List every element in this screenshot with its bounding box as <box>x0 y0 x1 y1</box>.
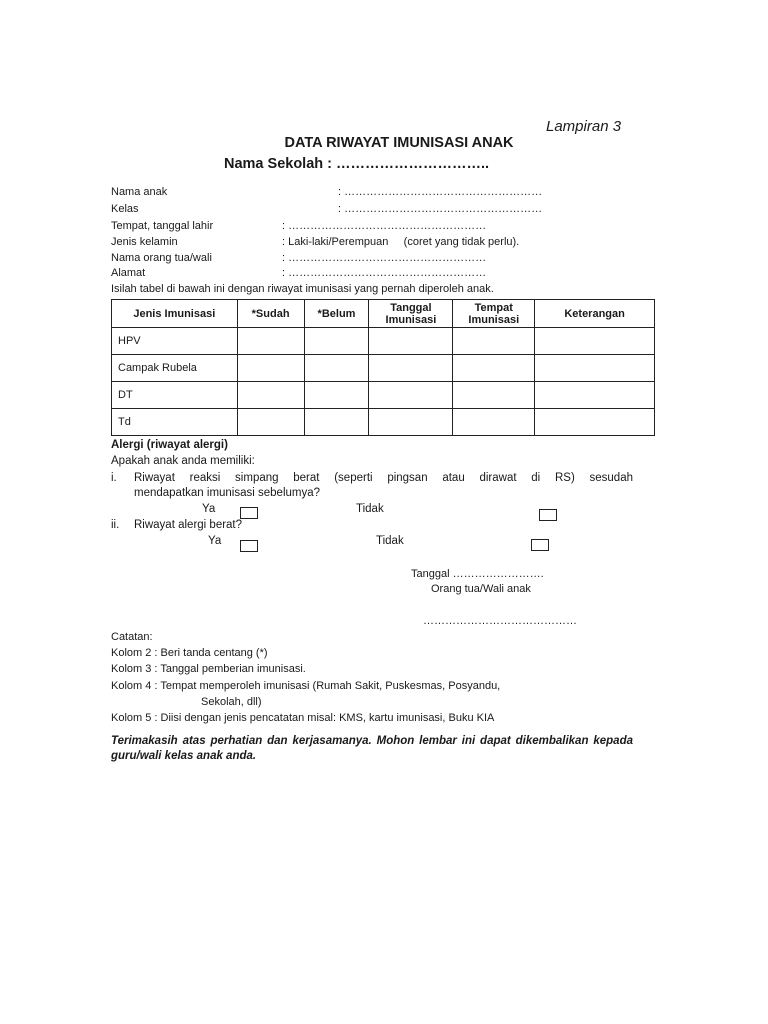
allergy-item-2-yes-checkbox[interactable] <box>240 540 258 552</box>
col-header-date: Tanggal Imunisasi <box>369 300 453 328</box>
allergy-question: Apakah anak anda memiliki: <box>111 455 255 467</box>
table-header-row <box>112 300 655 328</box>
field-address-value: : ……………………………………………… <box>282 267 487 279</box>
cell-done[interactable] <box>237 328 304 355</box>
allergy-item-1-number: i. <box>111 472 117 484</box>
field-birth-label: Tempat, tanggal lahir <box>111 220 214 232</box>
cell-done[interactable] <box>237 382 304 409</box>
note-line: Kolom 5 : Diisi dengan jenis pencatatan misal: KMS, kartu imunisasi, Buku KIA <box>111 712 495 724</box>
field-class-value: : ……………………………………………… <box>338 203 543 215</box>
allergy-item-1-yes-checkbox[interactable] <box>240 507 258 519</box>
field-child-name-label: Nama anak <box>111 186 168 198</box>
allergy-item-1-no-checkbox[interactable] <box>539 509 557 521</box>
allergy-item-2-number: ii. <box>111 519 120 531</box>
allergy-item-2-text: Riwayat alergi berat? <box>134 519 243 531</box>
cell-notes[interactable] <box>535 355 655 382</box>
cell-notyet[interactable] <box>304 382 369 409</box>
table-row <box>112 328 655 355</box>
cell-notyet[interactable] <box>304 409 369 436</box>
row-vaccine-name: DT <box>112 382 238 409</box>
field-parent-value: : ……………………………………………… <box>282 252 487 264</box>
cell-place[interactable] <box>453 382 535 409</box>
table-row <box>112 382 655 409</box>
field-gender-label: Jenis kelamin <box>111 236 178 248</box>
note-line: Kolom 3 : Tanggal pemberian imunisasi. <box>111 663 306 675</box>
note-line: Kolom 2 : Beri tanda centang (*) <box>111 647 268 659</box>
row-vaccine-name: HPV <box>112 328 238 355</box>
cell-place[interactable] <box>453 355 535 382</box>
allergy-item-1-text: Riwayat reaksi simpang berat (seperti pingsan atau dirawat di RS) sesudah <box>134 472 633 484</box>
allergy-heading: Alergi (riwayat alergi) <box>111 439 228 451</box>
field-class-label: Kelas <box>111 203 139 215</box>
cell-date[interactable] <box>369 328 453 355</box>
note-line-cont: Sekolah, dll) <box>201 696 262 708</box>
field-gender-value: : Laki-laki/Perempuan (coret yang tidak perlu). <box>282 236 520 248</box>
col-header-place: Tempat Imunisasi <box>453 300 535 328</box>
field-birth-value: : ……………………………………………… <box>282 220 487 232</box>
signature-line: …………………………………… <box>423 615 577 627</box>
cell-place[interactable] <box>453 328 535 355</box>
cell-done[interactable] <box>237 355 304 382</box>
cell-date[interactable] <box>369 409 453 436</box>
cell-notes[interactable] <box>535 328 655 355</box>
signature-date: Tanggal ……………………. <box>411 568 544 580</box>
cell-place[interactable] <box>453 409 535 436</box>
allergy-item-1-no-label: Tidak <box>356 503 384 515</box>
col-header-notyet: *Belum <box>304 300 369 328</box>
row-vaccine-name: Td <box>112 409 238 436</box>
cell-notes[interactable] <box>535 409 655 436</box>
field-parent-label: Nama orang tua/wali <box>111 252 212 264</box>
cell-notyet[interactable] <box>304 328 369 355</box>
cell-done[interactable] <box>237 409 304 436</box>
allergy-item-2-no-checkbox[interactable] <box>531 539 549 551</box>
cell-notyet[interactable] <box>304 355 369 382</box>
field-child-name-value: : ……………………………………………… <box>338 186 543 198</box>
immunization-table <box>111 299 655 436</box>
thank-you-message: Terimakasih atas perhatian dan kerjasamanya. Mohon lembar ini dapat dikembalikan kepada guru/wali kelas anak anda. <box>111 735 633 762</box>
note-line: Kolom 4 : Tempat memperoleh imunisasi (Rumah Sakit, Puskesmas, Posyandu, <box>111 680 501 692</box>
document-title <box>0 135 768 151</box>
signature-role: Orang tua/Wali anak <box>431 583 531 595</box>
allergy-item-2-yes-label: Ya <box>208 535 222 547</box>
table-row <box>112 409 655 436</box>
table-instruction: Isilah tabel di bawah ini dengan riwayat imunisasi yang pernah diperoleh anak. <box>111 283 494 295</box>
cell-date[interactable] <box>369 355 453 382</box>
col-header-type: Jenis Imunisasi <box>112 300 238 328</box>
field-address-label: Alamat <box>111 267 146 279</box>
allergy-item-2-no-label: Tidak <box>376 535 404 547</box>
cell-date[interactable] <box>369 382 453 409</box>
table-row <box>112 355 655 382</box>
row-vaccine-name: Campak Rubela <box>112 355 238 382</box>
cell-notes[interactable] <box>535 382 655 409</box>
school-name-field: Nama Sekolah : ………………………….. <box>224 156 490 172</box>
notes-heading: Catatan: <box>111 631 153 643</box>
appendix-label: Lampiran 3 <box>546 118 622 135</box>
document-title-text: DATA RIWAYAT IMUNISASI ANAK <box>284 135 514 151</box>
col-header-done: *Sudah <box>237 300 304 328</box>
allergy-item-1-text-cont: mendapatkan imunisasi sebelumya? <box>134 487 321 499</box>
col-header-notes: Keterangan <box>535 300 655 328</box>
allergy-item-1-yes-label: Ya <box>202 503 216 515</box>
